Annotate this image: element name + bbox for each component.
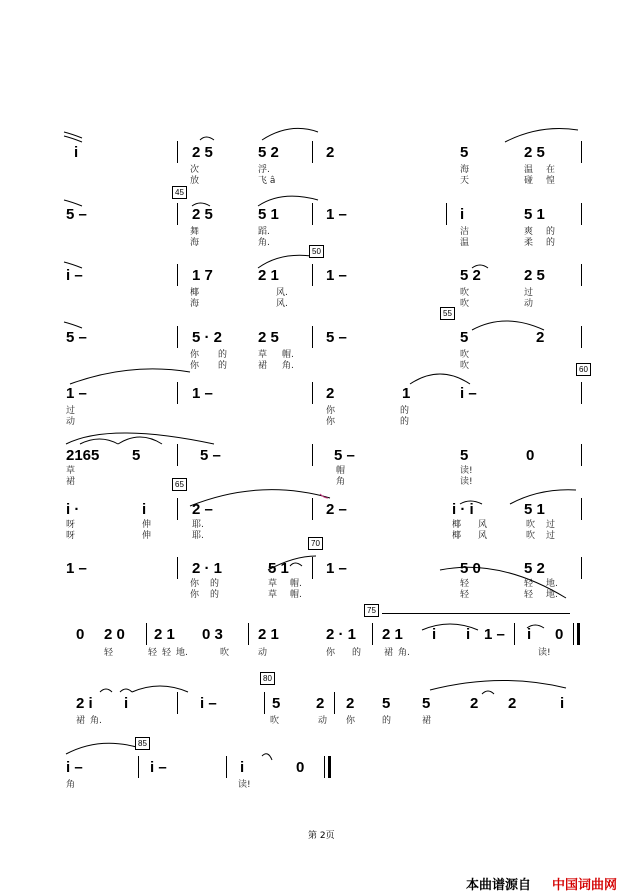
lyric: 你 — [346, 716, 356, 726]
note: i — [466, 626, 471, 643]
note: 5 · 2 — [192, 329, 223, 346]
barline — [177, 382, 178, 404]
barline — [581, 264, 582, 286]
note: 5 — [460, 447, 469, 464]
marker-65: 65 — [172, 478, 187, 491]
lyric: 过 — [546, 531, 556, 541]
lyric: 吹 — [526, 520, 536, 530]
lyric: 轻 — [104, 648, 114, 658]
lyric: 风. — [276, 288, 288, 298]
note: 2 1 — [258, 626, 279, 643]
note: 5 – — [66, 206, 87, 223]
note: i – — [200, 695, 217, 712]
marker-75: 75 — [364, 604, 379, 617]
lyric: 的 — [218, 361, 228, 371]
barline — [334, 692, 335, 714]
barline — [177, 141, 178, 163]
lyric: 的 — [352, 648, 362, 658]
note: 0 — [555, 626, 564, 643]
lyric: 耶. — [192, 520, 204, 530]
lyric: 你 — [190, 361, 200, 371]
lyric: 海 — [460, 165, 470, 175]
note: i · — [66, 501, 80, 518]
lyric: 的 — [400, 417, 410, 427]
lyric: 裙 — [422, 716, 432, 726]
lyric: 吹 — [526, 531, 536, 541]
lyric: 次 — [190, 165, 200, 175]
lyric: 读! — [460, 477, 473, 487]
lyric: 动 — [524, 299, 534, 309]
note: 5 2 — [258, 144, 279, 161]
lyric: 轻 — [162, 648, 172, 658]
lyric: 浮. — [258, 165, 270, 175]
note: 2 1 — [154, 626, 175, 643]
barline — [312, 264, 313, 286]
lyric: 碰 — [524, 176, 534, 186]
note: 5 – — [326, 329, 347, 346]
lyric: 吹 — [460, 361, 470, 371]
note: 5 — [272, 695, 281, 712]
barline — [177, 326, 178, 348]
barline — [264, 692, 265, 714]
lyric: 读! — [460, 466, 473, 476]
lyric: 吹 — [460, 288, 470, 298]
lyric: 海 — [190, 299, 200, 309]
note: 5 1 — [524, 206, 545, 223]
lyric: 角 — [336, 477, 346, 487]
note: 0 3 — [202, 626, 223, 643]
note: 5 2 — [460, 267, 481, 284]
lyric: 椰 — [452, 520, 462, 530]
lyric: 草 — [66, 466, 76, 476]
barline — [312, 557, 313, 579]
marker-60: 60 — [576, 363, 591, 376]
lyric: 地. — [546, 590, 558, 600]
note: 5 — [422, 695, 431, 712]
marker-85: 85 — [135, 737, 150, 750]
lyric: 你 — [190, 350, 200, 360]
note: 1 – — [326, 560, 347, 577]
note: i — [74, 144, 79, 161]
note: 2165 — [66, 447, 100, 464]
lyric: 草 — [258, 350, 268, 360]
note: 0 — [76, 626, 85, 643]
lyric: 吹 — [460, 350, 470, 360]
barline — [177, 557, 178, 579]
barline — [177, 498, 178, 520]
barline — [324, 756, 325, 778]
lyric: 裙 — [66, 477, 76, 487]
lyric: 吹 — [460, 299, 470, 309]
lyric: 的 — [546, 238, 556, 248]
lyric: 角 — [66, 780, 76, 790]
lyric: 风 — [478, 520, 488, 530]
note: 5 — [460, 144, 469, 161]
lyric: 呀 — [66, 531, 76, 541]
barline — [177, 444, 178, 466]
lyric: 风 — [478, 531, 488, 541]
lyric: 你 — [326, 417, 336, 427]
note: 5 — [132, 447, 141, 464]
lyric: 你 — [190, 590, 200, 600]
barline — [581, 326, 582, 348]
barline — [226, 756, 227, 778]
barline — [581, 203, 582, 225]
note: 5 – — [334, 447, 355, 464]
lyric: 伸 — [142, 531, 152, 541]
lyric: 天 — [460, 176, 470, 186]
note: 2 5 — [524, 267, 545, 284]
lyric: 你 — [326, 406, 336, 416]
lyric: 椰 — [190, 288, 200, 298]
note: 1 – — [66, 385, 87, 402]
barline — [581, 557, 582, 579]
lyric: 轻 — [460, 579, 470, 589]
note: 2 1 — [382, 626, 403, 643]
note: 1 – — [326, 267, 347, 284]
barline — [581, 382, 582, 404]
lyric: 伸 — [142, 520, 152, 530]
lyric: 过 — [66, 406, 76, 416]
note: 2 — [508, 695, 517, 712]
note: 1 – — [192, 385, 213, 402]
lyric: 裙 — [384, 648, 394, 658]
lyric: 过 — [546, 520, 556, 530]
marker-45: 45 — [172, 186, 187, 199]
note: 0 — [526, 447, 535, 464]
lyric: 裙 — [258, 361, 268, 371]
lyric: 动 — [258, 648, 268, 658]
note: 2 · 1 — [192, 560, 223, 577]
lyric: 读! — [538, 648, 551, 658]
lyric: 的 — [382, 716, 392, 726]
note: 0 — [296, 759, 305, 776]
note: 2 — [316, 695, 325, 712]
barline — [177, 203, 178, 225]
note: i – — [460, 385, 477, 402]
barline — [573, 623, 574, 645]
lyric: 帽 — [336, 466, 346, 476]
lyric: 温 — [524, 165, 534, 175]
lyric: 舞 — [190, 227, 200, 237]
site-link[interactable]: 中国词曲网 — [552, 877, 618, 892]
note: 1 – — [326, 206, 347, 223]
note: i — [460, 206, 465, 223]
note: 2 i — [76, 695, 93, 712]
lyric: 洁 — [460, 227, 470, 237]
lyric: 风. — [276, 299, 288, 309]
note: 5 – — [66, 329, 87, 346]
lyric: 轻 — [460, 590, 470, 600]
lyric: 动 — [318, 716, 328, 726]
barline — [312, 498, 313, 520]
lyric: 飞 â — [258, 176, 276, 186]
lyric: 吹 — [220, 648, 230, 658]
note: 1 – — [66, 560, 87, 577]
note: 2 5 — [524, 144, 545, 161]
barline — [581, 444, 582, 466]
note: 2 — [346, 695, 355, 712]
note: i — [142, 501, 147, 518]
note: 5 1 — [258, 206, 279, 223]
final-barline — [328, 756, 331, 778]
lyric: 你 — [190, 579, 200, 589]
lyric: 你 — [326, 648, 336, 658]
lyric: 吹 — [270, 716, 280, 726]
barline — [312, 382, 313, 404]
note: 2 – — [192, 501, 213, 518]
lyric: 的 — [218, 350, 228, 360]
note: 5 – — [200, 447, 221, 464]
lyric: 海 — [190, 238, 200, 248]
lyric: 的 — [400, 406, 410, 416]
note: 1 — [402, 385, 411, 402]
barline — [177, 692, 178, 714]
note: 2 — [470, 695, 479, 712]
note: 2 — [326, 385, 335, 402]
lyric: 帽. — [282, 350, 294, 360]
source-label: 本曲谱源自 — [466, 877, 532, 892]
barline — [446, 203, 447, 225]
marker-80: 80 — [260, 672, 275, 685]
note: 2 5 — [192, 206, 213, 223]
note: 5 1 — [268, 560, 289, 577]
note: 5 0 — [460, 560, 481, 577]
lyric: 在 — [546, 165, 556, 175]
marker-55: 55 — [440, 307, 455, 320]
lyric: 呀 — [66, 520, 76, 530]
barline — [312, 444, 313, 466]
lyric: 草 — [268, 579, 278, 589]
barline — [312, 203, 313, 225]
barline — [514, 623, 515, 645]
note: i – — [150, 759, 167, 776]
barline — [581, 141, 582, 163]
lyric: 轻 — [524, 590, 534, 600]
note: 2 — [536, 329, 545, 346]
lyric: 地. — [176, 648, 188, 658]
lyric: 轻 — [524, 579, 534, 589]
lyric: 惶 — [546, 176, 556, 186]
lyric: 读! — [238, 780, 251, 790]
lyric: 爽 — [524, 227, 534, 237]
lyric: 角. — [398, 648, 410, 658]
lyric: 温 — [460, 238, 470, 248]
marker-50: 50 — [309, 245, 324, 258]
note: i · i — [452, 501, 474, 518]
lyric: 帽. — [290, 590, 302, 600]
page-number: 第 2页 — [308, 831, 335, 841]
note: i – — [66, 759, 83, 776]
barline — [372, 623, 373, 645]
lyric: 柔 — [524, 238, 534, 248]
lyric: 椰 — [452, 531, 462, 541]
note: 5 — [382, 695, 391, 712]
note: 2 5 — [192, 144, 213, 161]
lyric: 耶. — [192, 531, 204, 541]
note: i — [124, 695, 129, 712]
barline — [248, 623, 249, 645]
barline — [146, 623, 147, 645]
note: 2 – — [326, 501, 347, 518]
lyric: 的 — [210, 579, 220, 589]
note: 5 — [460, 329, 469, 346]
note: 2 5 — [258, 329, 279, 346]
note: i — [527, 626, 532, 643]
note: 5 2 — [524, 560, 545, 577]
note: 2 · 1 — [326, 626, 357, 643]
lyric: 角. — [90, 716, 102, 726]
lyric: 角. — [282, 361, 294, 371]
volta-line — [382, 613, 570, 614]
lyric: 放 — [190, 176, 200, 186]
barline — [138, 756, 139, 778]
barline — [581, 498, 582, 520]
lyric: 的 — [210, 590, 220, 600]
barline — [177, 264, 178, 286]
marker-70: 70 — [308, 537, 323, 550]
note: 1 – — [484, 626, 505, 643]
note: 2 1 — [258, 267, 279, 284]
barline — [312, 326, 313, 348]
note: 5 1 — [524, 501, 545, 518]
lyric: 帽. — [290, 579, 302, 589]
lyric: 裙 — [76, 716, 86, 726]
lyric: 蹈. — [258, 227, 270, 237]
barline — [312, 141, 313, 163]
note: i — [240, 759, 245, 776]
lyric: 角. — [258, 238, 270, 248]
lyric: 地. — [546, 579, 558, 589]
lyric: 的 — [546, 227, 556, 237]
note: 2 — [326, 144, 335, 161]
note: 1 7 — [192, 267, 213, 284]
note: i – — [66, 267, 83, 284]
lyric: 动 — [66, 417, 76, 427]
lyric: 轻 — [148, 648, 158, 658]
end-barline — [577, 623, 580, 645]
lyric: 草 — [268, 590, 278, 600]
lyric: 过 — [524, 288, 534, 298]
note: 2 0 — [104, 626, 125, 643]
note: i — [560, 695, 565, 712]
note: i — [432, 626, 437, 643]
